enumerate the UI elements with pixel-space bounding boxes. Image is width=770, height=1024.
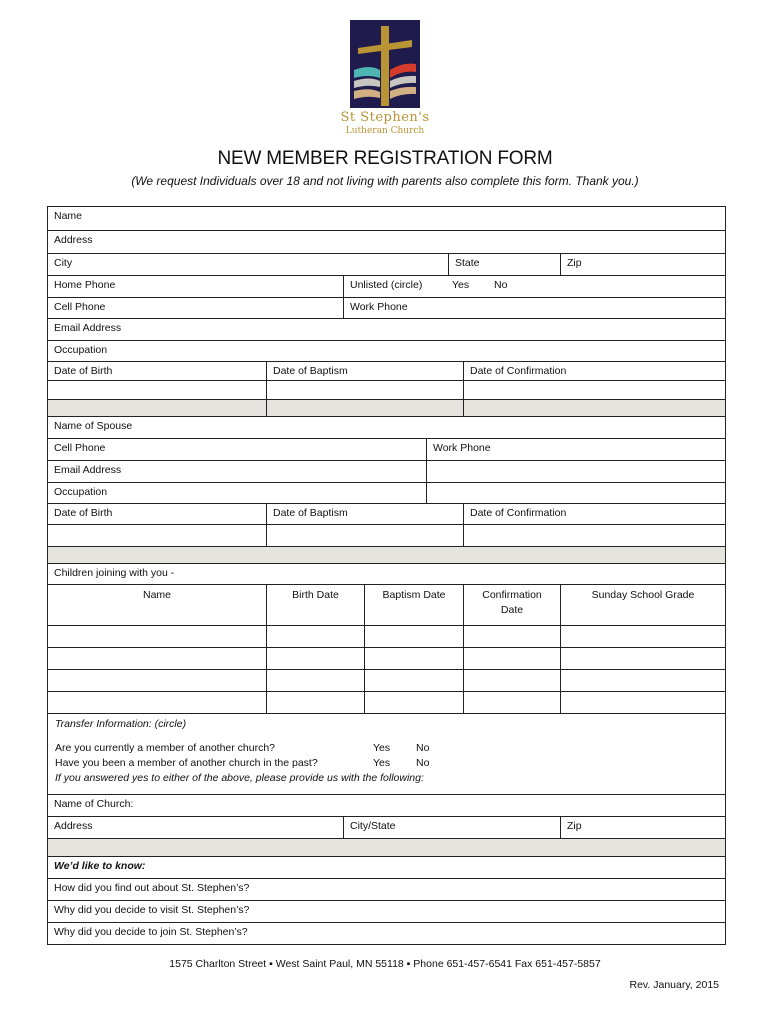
spouse-dates-label-row	[48, 504, 725, 525]
transfer-past-no[interactable]: No	[416, 757, 430, 769]
church-name-row	[48, 795, 725, 817]
baptism-field[interactable]	[266, 381, 463, 399]
child-confirmation-field[interactable]	[463, 670, 560, 691]
dob-label: Date of Birth	[54, 365, 113, 377]
unlisted-field[interactable]: Unlisted (circle) Yes No	[343, 276, 725, 297]
confirmation-field[interactable]	[463, 381, 725, 399]
child-baptism-field[interactable]	[364, 670, 463, 691]
why-visit-field[interactable]: Why did you decide to visit St. Stephen’s?	[54, 904, 250, 916]
child-confirmation-field[interactable]	[463, 626, 560, 647]
know-question-row	[48, 901, 725, 923]
know-question-row	[48, 923, 725, 944]
children-heading-row	[48, 564, 725, 585]
cell-phone-field[interactable]: Cell Phone	[54, 301, 106, 313]
child-confirmation-field[interactable]	[463, 692, 560, 713]
shaded-separator	[48, 400, 725, 417]
dob-field[interactable]	[48, 381, 266, 399]
transfer-past-yes[interactable]: Yes	[373, 757, 391, 769]
why-join-field[interactable]: Why did you decide to join St. Stephen’s?	[54, 926, 248, 938]
transfer-heading: Transfer Information: (circle)	[55, 718, 187, 730]
shaded-cell	[266, 400, 463, 416]
child-name-field[interactable]	[48, 626, 266, 647]
name-row	[48, 207, 725, 231]
home-phone-field[interactable]: Home Phone	[54, 279, 116, 291]
state-field[interactable]: State	[448, 254, 560, 275]
know-question-row	[48, 879, 725, 901]
page-title: NEW MEMBER REGISTRATION FORM	[217, 148, 553, 169]
children-col-sunday: Sunday School Grade	[560, 585, 725, 625]
spouse-cell-phone-field[interactable]: Cell Phone	[54, 442, 106, 454]
cross-emblem-icon	[350, 20, 420, 108]
transfer-current-no[interactable]: No	[416, 742, 430, 754]
spouse-occupation-field[interactable]: Occupation	[54, 486, 108, 498]
spouse-baptism-label: Date of Baptism	[266, 504, 463, 524]
unlisted-no[interactable]: No	[494, 279, 508, 291]
children-col-name: Name	[142, 589, 171, 601]
child-birth-field[interactable]	[266, 692, 364, 713]
children-heading: Children joining with you -	[54, 567, 175, 579]
shaded-separator	[48, 547, 725, 564]
child-sunday-field[interactable]	[560, 670, 725, 691]
child-sunday-field[interactable]	[560, 692, 725, 713]
occupation-field[interactable]: Occupation	[54, 344, 108, 356]
address-field[interactable]: Address	[54, 234, 93, 246]
church-logo	[333, 18, 437, 138]
city-row	[48, 254, 725, 276]
children-col-birth: Birth Date	[266, 585, 364, 625]
spouse-email-row	[48, 461, 725, 483]
work-phone-field[interactable]: Work Phone	[343, 298, 725, 318]
child-birth-field[interactable]	[266, 648, 364, 669]
transfer-question-current: Are you currently a member of another church?	[55, 742, 276, 754]
spouse-name-field[interactable]: Name of Spouse	[54, 420, 133, 432]
spouse-email-extra[interactable]	[426, 461, 725, 482]
footer-address: 1575 Charlton Street ▪ West Saint Paul, MN 55118 ▪ Phone 651-457-6541 Fax 651-457-5857	[169, 958, 601, 970]
spouse-confirmation-field[interactable]	[463, 525, 725, 546]
church-city-state-field[interactable]: City/State	[343, 817, 560, 838]
spouse-occupation-row	[48, 483, 725, 504]
spouse-dob-label: Date of Birth	[54, 507, 113, 519]
city-field[interactable]: City	[54, 257, 73, 269]
child-row	[48, 626, 725, 648]
church-name-field[interactable]: Name of Church:	[54, 798, 134, 810]
logo-church-name: St Stephen's	[340, 110, 430, 125]
revision-date: Rev. January, 2015	[629, 979, 719, 991]
baptism-label: Date of Baptism	[266, 362, 463, 380]
spouse-name-row	[48, 417, 725, 439]
child-confirmation-field[interactable]	[463, 648, 560, 669]
email-row	[48, 319, 725, 341]
church-zip-field[interactable]: Zip	[560, 817, 725, 838]
unlisted-yes[interactable]: Yes	[452, 279, 470, 291]
church-address-row	[48, 817, 725, 839]
spouse-dob-field[interactable]	[48, 525, 266, 546]
child-baptism-field[interactable]	[364, 648, 463, 669]
address-row	[48, 231, 725, 254]
zip-field[interactable]: Zip	[560, 254, 725, 275]
transfer-note: If you answered yes to either of the above, please provide us with the following:	[55, 772, 424, 784]
child-name-field[interactable]	[48, 670, 266, 691]
transfer-current-yes[interactable]: Yes	[373, 742, 391, 754]
spouse-email-field[interactable]: Email Address	[54, 464, 122, 476]
dates-input-row	[48, 381, 725, 400]
know-heading: We’d like to know:	[54, 860, 146, 872]
occupation-row	[48, 341, 725, 362]
child-baptism-field[interactable]	[364, 626, 463, 647]
shaded-cell	[463, 400, 725, 416]
child-row	[48, 670, 725, 692]
home-phone-row	[48, 276, 725, 298]
child-birth-field[interactable]	[266, 670, 364, 691]
registration-form	[47, 206, 726, 945]
phone-row	[48, 298, 725, 319]
children-col-confirmation: Confirmation Date	[463, 585, 560, 625]
children-col-baptism: Baptism Date	[364, 585, 463, 625]
transfer-question-past: Have you been a member of another church in the past?	[55, 757, 318, 769]
child-birth-field[interactable]	[266, 626, 364, 647]
spouse-confirmation-label: Date of Confirmation	[463, 504, 725, 524]
child-sunday-field[interactable]	[560, 626, 725, 647]
church-address-field[interactable]: Address	[54, 820, 93, 832]
spouse-occupation-extra[interactable]	[426, 483, 725, 503]
child-name-field[interactable]	[48, 648, 266, 669]
child-sunday-field[interactable]	[560, 648, 725, 669]
shaded-cell	[48, 400, 266, 416]
child-baptism-field[interactable]	[364, 692, 463, 713]
email-field[interactable]: Email Address	[54, 322, 122, 334]
dates-label-row	[48, 362, 725, 381]
spouse-phone-row	[48, 439, 725, 461]
how-find-out-field[interactable]: How did you find out about St. Stephen’s?	[54, 882, 250, 894]
shaded-separator	[48, 839, 725, 857]
child-row	[48, 648, 725, 670]
spouse-baptism-field[interactable]	[266, 525, 463, 546]
name-field[interactable]: Name	[54, 210, 83, 222]
confirmation-label: Date of Confirmation	[463, 362, 725, 380]
logo-church-subname: Lutheran Church	[345, 126, 425, 136]
know-heading-row	[48, 857, 725, 879]
spouse-dates-input-row	[48, 525, 725, 547]
spouse-work-phone-field[interactable]: Work Phone	[426, 439, 725, 460]
child-row	[48, 692, 725, 714]
children-header-row	[48, 585, 725, 626]
page-subtitle: (We request Individuals over 18 and not living with parents also complete this form. Thank you.)	[131, 174, 639, 188]
transfer-section	[48, 714, 725, 795]
child-name-field[interactable]	[48, 692, 266, 713]
